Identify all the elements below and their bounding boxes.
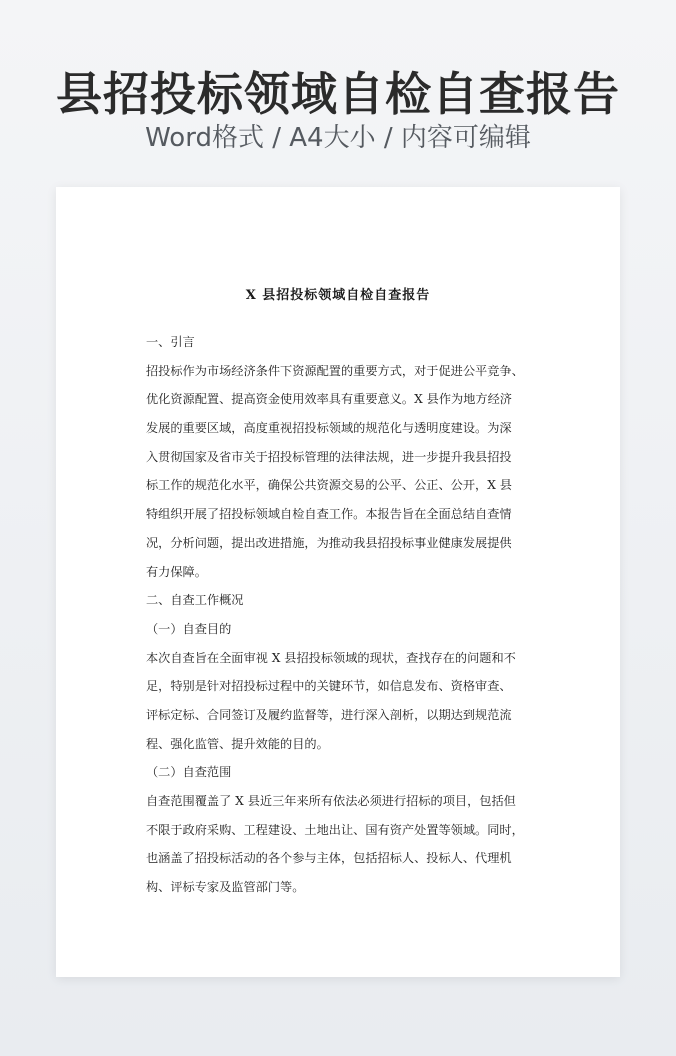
paragraph-line: 标工作的规范化水平，确保公共资源交易的公平、公正、公开，X 县 bbox=[146, 478, 512, 493]
paragraph-line: 特组织开展了招投标领域自检自查工作。本报告旨在全面总结自查情 bbox=[146, 507, 512, 522]
banner-subtitle: Word格式 / A4大小 / 内容可编辑 bbox=[145, 123, 531, 153]
subsection-heading-purpose: （一）自查目的 bbox=[146, 621, 232, 636]
introduction-paragraph bbox=[146, 357, 538, 587]
subsection-heading-scope: （二）自查范围 bbox=[146, 765, 232, 780]
paragraph-line: 构、评标专家及监管部门等。 bbox=[146, 880, 305, 895]
paragraph-line: 本次自查旨在全面审视 X 县招投标领域的现状，查找存在的问题和不 bbox=[146, 650, 516, 665]
banner-title: 县招投标领域自检自查报告 bbox=[56, 67, 620, 121]
document-page bbox=[56, 187, 620, 977]
paragraph-line: 评标定标、合同签订及履约监督等，进行深入剖析，以期达到规范流 bbox=[146, 707, 512, 722]
paragraph-line: 也涵盖了招投标活动的各个参与主体，包括招标人、投标人、代理机 bbox=[146, 851, 512, 866]
paragraph-line: 招投标作为市场经济条件下资源配置的重要方式，对于促进公平竞争、 bbox=[146, 363, 524, 378]
purpose-paragraph bbox=[146, 644, 538, 759]
section-heading-overview: 二、自查工作概况 bbox=[146, 593, 244, 608]
paragraph-line: 况，分析问题，提出改进措施，为推动我县招投标事业健康发展提供 bbox=[146, 535, 512, 550]
scope-paragraph bbox=[146, 787, 538, 902]
paragraph-line: 入贯彻国家及省市关于招投标管理的法律法规，进一步提升我县招投 bbox=[146, 449, 512, 464]
document-title: X 县招投标领域自检自查报告 bbox=[245, 288, 431, 303]
paragraph-line: 发展的重要区域，高度重视招投标领域的规范化与透明度建设。为深 bbox=[146, 421, 512, 436]
paragraph-line: 足，特别是针对招投标过程中的关键环节，如信息发布、资格审查、 bbox=[146, 679, 512, 694]
paragraph-line: 有力保障。 bbox=[146, 564, 207, 579]
paragraph-line: 自查范围覆盖了 X 县近三年来所有依法必须进行招标的项目，包括但 bbox=[146, 794, 516, 808]
section-heading-introduction: 一、引言 bbox=[146, 335, 195, 349]
paragraph-line: 不限于政府采购、工程建设、土地出让、国有资产处置等领域。同时， bbox=[146, 822, 524, 837]
paragraph-line: 优化资源配置、提高资金使用效率具有重要意义。X 县作为地方经济 bbox=[146, 392, 512, 407]
document-body bbox=[146, 328, 538, 902]
paragraph-line: 程、强化监管、提升效能的目的。 bbox=[146, 736, 329, 751]
